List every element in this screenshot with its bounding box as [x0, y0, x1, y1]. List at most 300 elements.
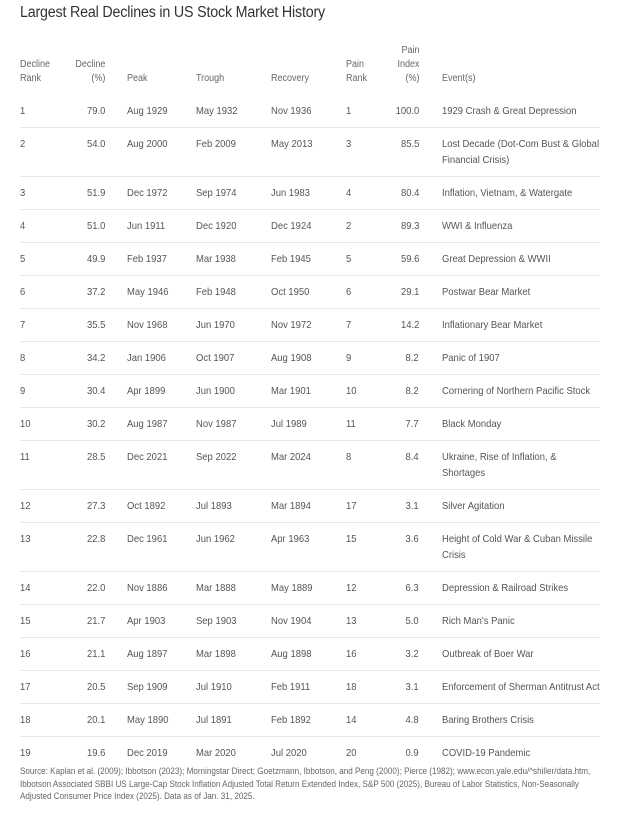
cell-trough-text: Sep 2022: [196, 451, 237, 463]
header-peak-label: Peak: [127, 73, 148, 84]
cell-spacer: [419, 309, 442, 342]
cell-pain-index-text: 8.2: [405, 352, 419, 364]
cell-recovery-text: Mar 1894: [271, 500, 311, 512]
cell-spacer: [419, 572, 442, 605]
header-spacer: [419, 44, 442, 95]
cell-recovery: [271, 375, 346, 408]
cell-decline-pct-text: 20.1: [86, 714, 105, 726]
cell-trough: [196, 671, 271, 704]
cell-decline-pct: [70, 342, 105, 375]
cell-recovery-text: Aug 1898: [271, 648, 312, 660]
cell-pain-rank: [346, 210, 388, 243]
cell-peak-text: Aug 1897: [127, 648, 168, 660]
cell-peak: [127, 605, 196, 638]
cell-spacer: [419, 441, 442, 490]
cell-decline-rank: [20, 523, 70, 572]
cell-trough: [196, 408, 271, 441]
cell-trough-text: Feb 1948: [196, 286, 236, 298]
table-row: [20, 441, 600, 490]
cell-spacer: [105, 408, 127, 441]
cell-recovery-text: Jun 1983: [271, 187, 310, 199]
cell-decline-pct-text: 27.3: [86, 500, 105, 512]
cell-spacer: [105, 243, 127, 276]
cell-peak-text: Jan 1906: [127, 352, 166, 364]
table-row: [20, 490, 600, 523]
cell-event-text: Baring Brothers Crisis: [442, 714, 534, 726]
cell-peak: [127, 177, 196, 210]
cell-spacer: [419, 638, 442, 671]
cell-trough-text: Jul 1891: [196, 714, 232, 726]
cell-decline-rank: [20, 375, 70, 408]
cell-peak: [127, 408, 196, 441]
cell-pain-rank: [346, 441, 388, 490]
header-pain-rank: [346, 44, 388, 95]
cell-peak: [127, 309, 196, 342]
cell-pain-index-text: 3.2: [405, 648, 419, 660]
cell-decline-rank-text: 15: [20, 615, 31, 627]
cell-spacer: [419, 210, 442, 243]
cell-pain-rank: [346, 95, 388, 128]
cell-event: [442, 408, 600, 441]
cell-peak: [127, 490, 196, 523]
table-row: [20, 309, 600, 342]
cell-decline-pct: [70, 276, 105, 309]
cell-decline-rank: [20, 441, 70, 490]
header-peak: [127, 44, 196, 95]
cell-pain-index: [388, 177, 419, 210]
header-pain-index-line3: (%): [404, 73, 419, 84]
cell-peak: [127, 523, 196, 572]
table-row: [20, 210, 600, 243]
cell-peak: [127, 375, 196, 408]
cell-event-text: Enforcement of Sherman Antitrust Act: [442, 681, 600, 693]
cell-decline-rank-text: 14: [20, 582, 31, 594]
cell-event-text: Great Depression & WWII: [442, 253, 551, 265]
cell-decline-rank-text: 2: [20, 138, 26, 150]
table-row: [20, 95, 600, 128]
cell-pain-rank-text: 18: [346, 681, 357, 693]
cell-event: [442, 638, 600, 671]
header-recovery: [271, 44, 346, 95]
cell-decline-rank-text: 19: [20, 747, 31, 759]
cell-trough: [196, 704, 271, 737]
cell-decline-rank-text: 6: [20, 286, 26, 298]
cell-recovery-text: Feb 1892: [271, 714, 311, 726]
cell-pain-rank: [346, 375, 388, 408]
cell-peak: [127, 441, 196, 490]
cell-peak-text: Dec 2019: [127, 747, 168, 759]
cell-decline-rank: [20, 95, 70, 128]
cell-event: [442, 441, 600, 490]
cell-recovery: [271, 490, 346, 523]
cell-peak-text: Oct 1892: [127, 500, 166, 512]
cell-decline-rank: [20, 309, 70, 342]
header-decline-rank-line2: Rank: [20, 73, 42, 84]
cell-peak-text: Apr 1903: [127, 615, 166, 627]
cell-event-text: Panic of 1907: [442, 352, 500, 364]
cell-pain-index: [388, 342, 419, 375]
cell-peak-text: Apr 1899: [127, 385, 166, 397]
cell-peak-text: Aug 1987: [127, 418, 168, 430]
cell-event-text: Ukraine, Rise of Inflation, & Shortages: [442, 451, 557, 479]
cell-pain-index-text: 3.1: [405, 681, 419, 693]
cell-pain-index: [388, 309, 419, 342]
cell-decline-rank-text: 18: [20, 714, 31, 726]
header-decline-pct-line1: Decline: [74, 59, 105, 70]
cell-event-text: Inflation, Vietnam, & Watergate: [442, 187, 573, 199]
header-recovery-label: Recovery: [271, 73, 310, 84]
cell-peak-text: Dec 1972: [127, 187, 168, 199]
cell-spacer: [105, 441, 127, 490]
table-row: [20, 243, 600, 276]
cell-event: [442, 128, 600, 177]
cell-peak-text: Dec 2021: [127, 451, 168, 463]
cell-event: [442, 210, 600, 243]
cell-pain-index: [388, 441, 419, 490]
cell-peak: [127, 243, 196, 276]
cell-pain-index: [388, 671, 419, 704]
cell-decline-pct: [70, 490, 105, 523]
header-decline-rank: [20, 44, 70, 95]
cell-decline-pct: [70, 375, 105, 408]
cell-decline-pct-text: 49.9: [86, 253, 105, 265]
cell-recovery-text: Feb 1911: [271, 681, 311, 693]
cell-event-text: Outbreak of Boer War: [442, 648, 534, 660]
cell-pain-index-text: 7.7: [405, 418, 419, 430]
cell-trough: [196, 375, 271, 408]
cell-recovery: [271, 523, 346, 572]
cell-pain-index-text: 100.0: [395, 105, 419, 117]
cell-decline-rank-text: 1: [20, 105, 26, 117]
cell-trough-text: Nov 1987: [196, 418, 237, 430]
cell-pain-rank: [346, 490, 388, 523]
cell-decline-pct: [70, 671, 105, 704]
cell-pain-rank-text: 1: [346, 105, 352, 117]
cell-recovery: [271, 177, 346, 210]
cell-spacer: [419, 128, 442, 177]
cell-event-text: COVID-19 Pandemic: [442, 747, 531, 759]
cell-recovery: [271, 95, 346, 128]
cell-decline-rank: [20, 342, 70, 375]
cell-pain-rank-text: 11: [346, 418, 356, 430]
cell-recovery-text: Nov 1904: [271, 615, 312, 627]
cell-peak: [127, 704, 196, 737]
cell-spacer: [105, 671, 127, 704]
cell-pain-rank-text: 15: [346, 533, 357, 545]
cell-pain-rank-text: 6: [346, 286, 352, 298]
cell-spacer: [419, 342, 442, 375]
header-trough-label: Trough: [196, 73, 225, 84]
cell-recovery-text: Apr 1963: [271, 533, 310, 545]
cell-peak-text: May 1946: [127, 286, 169, 298]
cell-event: [442, 375, 600, 408]
cell-trough-text: Feb 2009: [196, 138, 236, 150]
cell-event: [442, 309, 600, 342]
cell-decline-rank: [20, 572, 70, 605]
cell-peak-text: Jun 1911: [127, 220, 166, 232]
cell-pain-rank: [346, 605, 388, 638]
cell-decline-pct: [70, 605, 105, 638]
cell-recovery-text: Mar 2024: [271, 451, 311, 463]
cell-spacer: [419, 276, 442, 309]
cell-trough-text: Mar 1898: [196, 648, 236, 660]
cell-spacer: [419, 95, 442, 128]
cell-event-text: Depression & Railroad Strikes: [442, 582, 569, 594]
cell-decline-pct-text: 30.4: [86, 385, 105, 397]
cell-decline-pct-text: 21.7: [86, 615, 105, 627]
cell-peak: [127, 128, 196, 177]
cell-trough: [196, 128, 271, 177]
cell-pain-rank: [346, 342, 388, 375]
cell-trough: [196, 490, 271, 523]
table-row: [20, 671, 600, 704]
cell-pain-index: [388, 638, 419, 671]
cell-pain-index-text: 29.1: [400, 286, 419, 298]
header-events-label: Event(s): [442, 73, 476, 84]
cell-trough-text: Jun 1970: [196, 319, 235, 331]
cell-pain-rank: [346, 243, 388, 276]
cell-spacer: [105, 375, 127, 408]
cell-decline-pct-text: 35.5: [86, 319, 105, 331]
cell-trough-text: Mar 2020: [196, 747, 236, 759]
cell-pain-rank-text: 12: [346, 582, 357, 594]
cell-spacer: [105, 605, 127, 638]
cell-recovery: [271, 276, 346, 309]
cell-decline-rank-text: 8: [20, 352, 26, 364]
cell-decline-rank: [20, 408, 70, 441]
table-row: [20, 276, 600, 309]
cell-peak-text: Feb 1937: [127, 253, 167, 265]
cell-recovery: [271, 704, 346, 737]
cell-decline-rank: [20, 210, 70, 243]
cell-decline-pct-text: 54.0: [86, 138, 105, 150]
cell-decline-rank: [20, 243, 70, 276]
cell-trough: [196, 441, 271, 490]
cell-recovery: [271, 638, 346, 671]
cell-recovery-text: Jul 1989: [271, 418, 307, 430]
cell-event: [442, 523, 600, 572]
cell-recovery: [271, 210, 346, 243]
cell-pain-rank: [346, 704, 388, 737]
cell-event: [442, 95, 600, 128]
cell-pain-index: [388, 523, 419, 572]
table-row: [20, 177, 600, 210]
cell-trough: [196, 342, 271, 375]
cell-decline-pct: [70, 128, 105, 177]
cell-pain-index: [388, 243, 419, 276]
cell-decline-rank-text: 5: [20, 253, 26, 265]
cell-decline-pct-text: 22.8: [86, 533, 105, 545]
cell-pain-rank: [346, 276, 388, 309]
cell-event: [442, 342, 600, 375]
cell-pain-rank: [346, 572, 388, 605]
header-decline-pct-line2: (%): [90, 73, 105, 84]
cell-decline-pct-text: 20.5: [86, 681, 105, 693]
cell-peak-text: Dec 1961: [127, 533, 168, 545]
cell-recovery-text: Jul 2020: [271, 747, 307, 759]
cell-trough: [196, 572, 271, 605]
header-pain-index: [388, 44, 419, 95]
table-row: [20, 704, 600, 737]
cell-pain-rank: [346, 309, 388, 342]
cell-spacer: [105, 95, 127, 128]
cell-event: [442, 177, 600, 210]
cell-decline-rank-text: 9: [20, 385, 26, 397]
cell-spacer: [419, 523, 442, 572]
cell-trough-text: Sep 1974: [196, 187, 237, 199]
cell-spacer: [105, 309, 127, 342]
cell-decline-pct: [70, 704, 105, 737]
cell-pain-index: [388, 408, 419, 441]
cell-event: [442, 704, 600, 737]
cell-decline-rank-text: 12: [20, 500, 31, 512]
table-body: [20, 95, 600, 769]
cell-trough-text: May 1932: [196, 105, 238, 117]
cell-pain-rank-text: 13: [346, 615, 357, 627]
cell-event: [442, 671, 600, 704]
cell-trough-text: Jul 1893: [196, 500, 232, 512]
cell-spacer: [105, 572, 127, 605]
cell-decline-pct-text: 19.6: [86, 747, 105, 759]
cell-pain-index: [388, 95, 419, 128]
cell-event: [442, 572, 600, 605]
cell-trough: [196, 276, 271, 309]
cell-decline-pct: [70, 177, 105, 210]
cell-spacer: [105, 276, 127, 309]
declines-table: [20, 44, 600, 769]
cell-event-text: Cornering of Northern Pacific Stock: [442, 385, 591, 397]
cell-pain-index-text: 6.3: [405, 582, 419, 594]
header-decline-pct: [70, 44, 105, 95]
cell-peak: [127, 671, 196, 704]
cell-pain-index-text: 3.1: [405, 500, 419, 512]
cell-trough-text: Jun 1962: [196, 533, 235, 545]
cell-recovery: [271, 408, 346, 441]
header-decline-rank-line1: Decline: [20, 59, 51, 70]
cell-spacer: [419, 375, 442, 408]
cell-peak-text: Nov 1886: [127, 582, 168, 594]
cell-pain-rank: [346, 128, 388, 177]
cell-recovery-text: Mar 1901: [271, 385, 311, 397]
cell-peak: [127, 210, 196, 243]
cell-pain-rank: [346, 638, 388, 671]
cell-decline-rank-text: 16: [20, 648, 31, 660]
cell-decline-pct-text: 28.5: [86, 451, 105, 463]
cell-spacer: [419, 704, 442, 737]
table-row: [20, 605, 600, 638]
cell-pain-rank-text: 9: [346, 352, 352, 364]
cell-spacer: [105, 704, 127, 737]
header-pain-index-line1: Pain: [400, 45, 419, 56]
cell-spacer: [419, 408, 442, 441]
cell-recovery: [271, 441, 346, 490]
cell-trough: [196, 523, 271, 572]
cell-spacer: [105, 177, 127, 210]
cell-spacer: [105, 342, 127, 375]
cell-pain-index-text: 80.4: [400, 187, 419, 199]
cell-decline-pct: [70, 408, 105, 441]
cell-trough: [196, 243, 271, 276]
cell-pain-index: [388, 490, 419, 523]
cell-recovery: [271, 572, 346, 605]
cell-pain-index: [388, 210, 419, 243]
table-row: [20, 375, 600, 408]
cell-pain-index-text: 89.3: [400, 220, 419, 232]
cell-pain-rank-text: 3: [346, 138, 352, 150]
cell-peak: [127, 95, 196, 128]
cell-peak-text: May 1890: [127, 714, 169, 726]
cell-spacer: [105, 638, 127, 671]
cell-decline-rank-text: 4: [20, 220, 26, 232]
cell-spacer: [105, 523, 127, 572]
cell-decline-pct-text: 30.2: [86, 418, 105, 430]
cell-recovery-text: Nov 1972: [271, 319, 312, 331]
cell-pain-rank-text: 20: [346, 747, 357, 759]
source-footnote: Source: Kaplan et al. (2009); Ibbotson (2023); Morningstar Direct; Goetzmann, Ibbotson, and Peng (2000); Pierce (1982); www.econ.yale.edu/^shiller/data.htm, Ibbotson Associated SBBI US Large-Cap Stock Inflation Adjusted Total Return Extended Index, S&P 500 (2025), Bureau of Labor Statistics, Non-Seasonally Adjusted Consumer Price Index (2025). Data as of Jan. 31, 2025.: [20, 766, 591, 801]
cell-trough-text: Jun 1900: [196, 385, 235, 397]
table-row: [20, 523, 600, 572]
cell-pain-rank: [346, 523, 388, 572]
cell-trough: [196, 210, 271, 243]
cell-recovery-text: May 1889: [271, 582, 313, 594]
cell-event-text: WWI & Influenza: [442, 220, 513, 232]
cell-pain-rank-text: 10: [346, 385, 357, 397]
cell-pain-index-text: 59.6: [400, 253, 419, 265]
table-row: [20, 572, 600, 605]
cell-pain-rank-text: 16: [346, 648, 357, 660]
cell-peak-text: Nov 1968: [127, 319, 168, 331]
cell-event-text: Inflationary Bear Market: [442, 319, 543, 331]
cell-decline-pct: [70, 523, 105, 572]
cell-pain-index-text: 8.4: [405, 451, 419, 463]
cell-event-text: Silver Agitation: [442, 500, 505, 512]
cell-decline-pct-text: 22.0: [86, 582, 105, 594]
cell-decline-rank-text: 10: [20, 418, 31, 430]
cell-decline-pct-text: 51.0: [86, 220, 105, 232]
cell-spacer: [419, 177, 442, 210]
header-pain-rank-line1: Pain: [346, 59, 365, 70]
table-row: [20, 128, 600, 177]
cell-trough-text: Dec 1920: [196, 220, 237, 232]
cell-pain-index-text: 4.8: [405, 714, 419, 726]
cell-event: [442, 605, 600, 638]
cell-decline-rank: [20, 128, 70, 177]
cell-peak-text: Sep 1909: [127, 681, 168, 693]
cell-spacer: [105, 210, 127, 243]
cell-event-text: Rich Man's Panic: [442, 615, 515, 627]
cell-event-text: Height of Cold War & Cuban Missile Crisis: [442, 533, 593, 561]
cell-trough-text: Jul 1910: [196, 681, 232, 693]
cell-pain-index-text: 8.2: [405, 385, 419, 397]
cell-decline-rank-text: 3: [20, 187, 26, 199]
cell-pain-index-text: 3.6: [405, 533, 419, 545]
cell-decline-pct: [70, 243, 105, 276]
cell-peak: [127, 572, 196, 605]
cell-pain-rank: [346, 408, 388, 441]
cell-trough: [196, 638, 271, 671]
cell-pain-index: [388, 605, 419, 638]
cell-trough: [196, 309, 271, 342]
table-header-row: [20, 44, 600, 95]
cell-pain-rank-text: 14: [346, 714, 357, 726]
cell-pain-rank-text: 17: [346, 500, 357, 512]
cell-decline-pct: [70, 572, 105, 605]
cell-decline-rank: [20, 605, 70, 638]
cell-recovery: [271, 243, 346, 276]
header-spacer: [105, 44, 127, 95]
cell-event-text: 1929 Crash & Great Depression: [442, 105, 577, 117]
cell-pain-index: [388, 572, 419, 605]
